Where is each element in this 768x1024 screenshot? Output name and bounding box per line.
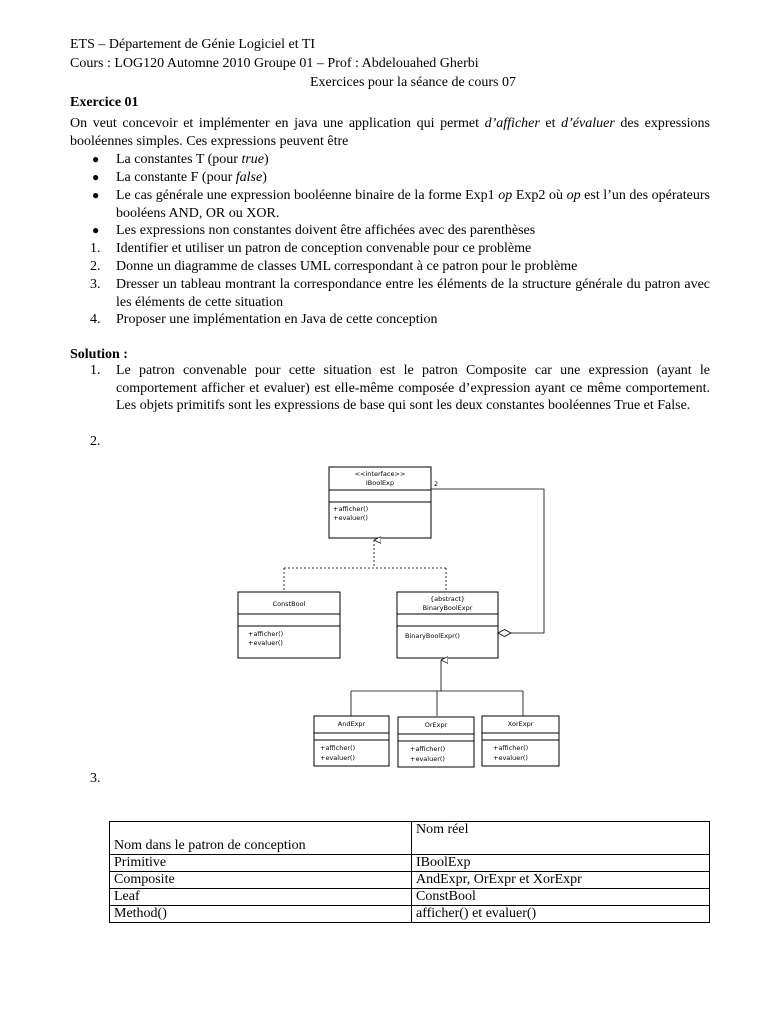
table-cell: Primitive (110, 855, 412, 872)
class-name: BinaryBoolExpr (422, 604, 473, 612)
task-item: Dresser un tableau montrant la correspondance entre les éléments de la structure générale du patron avec les éléments de cette situation (116, 277, 710, 310)
solution-number: 1. (90, 363, 101, 378)
class-method: +afficher() (493, 744, 529, 752)
table-cell: Method() (110, 906, 412, 923)
exercise-title: Exercice 01 (70, 95, 139, 110)
table-row (110, 855, 710, 872)
table-row (110, 872, 710, 889)
task-number: 1. (90, 241, 101, 256)
table-cell: AndExpr, OrExpr et XorExpr (412, 872, 710, 889)
solution-title: Solution : (70, 347, 128, 362)
class-method: BinaryBoolExpr() (405, 632, 460, 640)
table-row (110, 906, 710, 923)
bullet-marker: ● (92, 170, 100, 184)
class-binaryboolexpr-box (397, 592, 498, 658)
interface-name: IBoolExp (365, 479, 395, 487)
task-number: 3. (90, 277, 101, 292)
table-header-cell: Nom réel (412, 822, 710, 855)
task-item: Identifier et utiliser un patron de conception convenable pour ce problème (116, 241, 532, 256)
table-cell: Leaf (110, 889, 412, 906)
task-number: 4. (90, 312, 101, 327)
class-method: +afficher() (320, 744, 356, 752)
class-method: +afficher() (333, 505, 369, 513)
class-method: +evaluer() (493, 754, 528, 762)
exercise-intro: On veut concevoir et implémenter en java une application qui permet d’afficher et d’évaluer des expressions booléennes simples. Ces expressions peuvent être (70, 116, 710, 149)
class-name: OrExpr (424, 721, 448, 729)
bullet-marker: ● (92, 223, 100, 237)
interface-stereotype: <<interface>> (354, 470, 406, 478)
class-name: AndExpr (337, 720, 366, 728)
solution-text: Le patron convenable pour cette situation est le patron Composite car une expression (ayant le comportement afficher et evaluer) est elle-même composée d’expression ayant ce même comportement. Les objets primitifs sont les expressions de base qui sont les deux constantes booléennes True et False. (116, 363, 710, 414)
solution-number: 3. (90, 771, 101, 786)
table-row (110, 889, 710, 906)
interface-iboolexp-box (329, 467, 431, 538)
table-header-row (110, 822, 710, 855)
class-method: +afficher() (410, 745, 446, 753)
table-cell: Composite (110, 872, 412, 889)
class-method: +evaluer() (410, 755, 445, 763)
task-number: 2. (90, 259, 101, 274)
class-orexpr-box (398, 717, 474, 767)
class-name: ConstBool (272, 600, 306, 608)
inheritance-connector (351, 660, 523, 716)
correspondence-table (109, 821, 710, 923)
table-cell: IBoolExp (412, 855, 710, 872)
solution-number: 2. (90, 434, 101, 449)
header-department: ETS – Département de Génie Logiciel et TI (70, 37, 316, 52)
bullet-item: La constante F (pour false) (116, 170, 267, 185)
class-andexpr-box (314, 716, 389, 766)
class-constbool-box (238, 592, 340, 658)
realization-connector (284, 540, 446, 592)
class-method: +evaluer() (333, 514, 368, 522)
task-item: Donne un diagramme de classes UML correspondant à ce patron pour le problème (116, 259, 578, 274)
class-stereotype: {abstract} (429, 595, 466, 603)
class-method: +evaluer() (248, 639, 283, 647)
table-cell: afficher() et evaluer() (412, 906, 710, 923)
bullet-marker: ● (92, 152, 100, 166)
header-course: Cours : LOG120 Automne 2010 Groupe 01 – Prof : Abdelouahed Gherbi (70, 56, 479, 71)
class-method: +evaluer() (320, 754, 355, 762)
class-name: XorExpr (507, 720, 534, 728)
class-xorexpr-box (482, 716, 559, 766)
multiplicity-label: 2 (434, 480, 439, 488)
bullet-item: Les expressions non constantes doivent être affichées avec des parenthèses (116, 223, 536, 238)
bullet-marker: ● (92, 188, 100, 202)
table-header-cell: Nom dans le patron de conception (110, 822, 412, 855)
bullet-item: Le cas générale une expression booléenne binaire de la forme Exp1 op Exp2 où op est l’un des opérateurs booléens AND, OR ou XOR. (116, 188, 710, 221)
class-method: +afficher() (248, 630, 284, 638)
bullet-item: La constantes T (pour true) (116, 152, 269, 167)
table-cell: ConstBool (412, 889, 710, 906)
task-item: Proposer une implémentation en Java de cette conception (116, 312, 438, 327)
page-subtitle: Exercices pour la séance de cours 07 (309, 75, 516, 90)
